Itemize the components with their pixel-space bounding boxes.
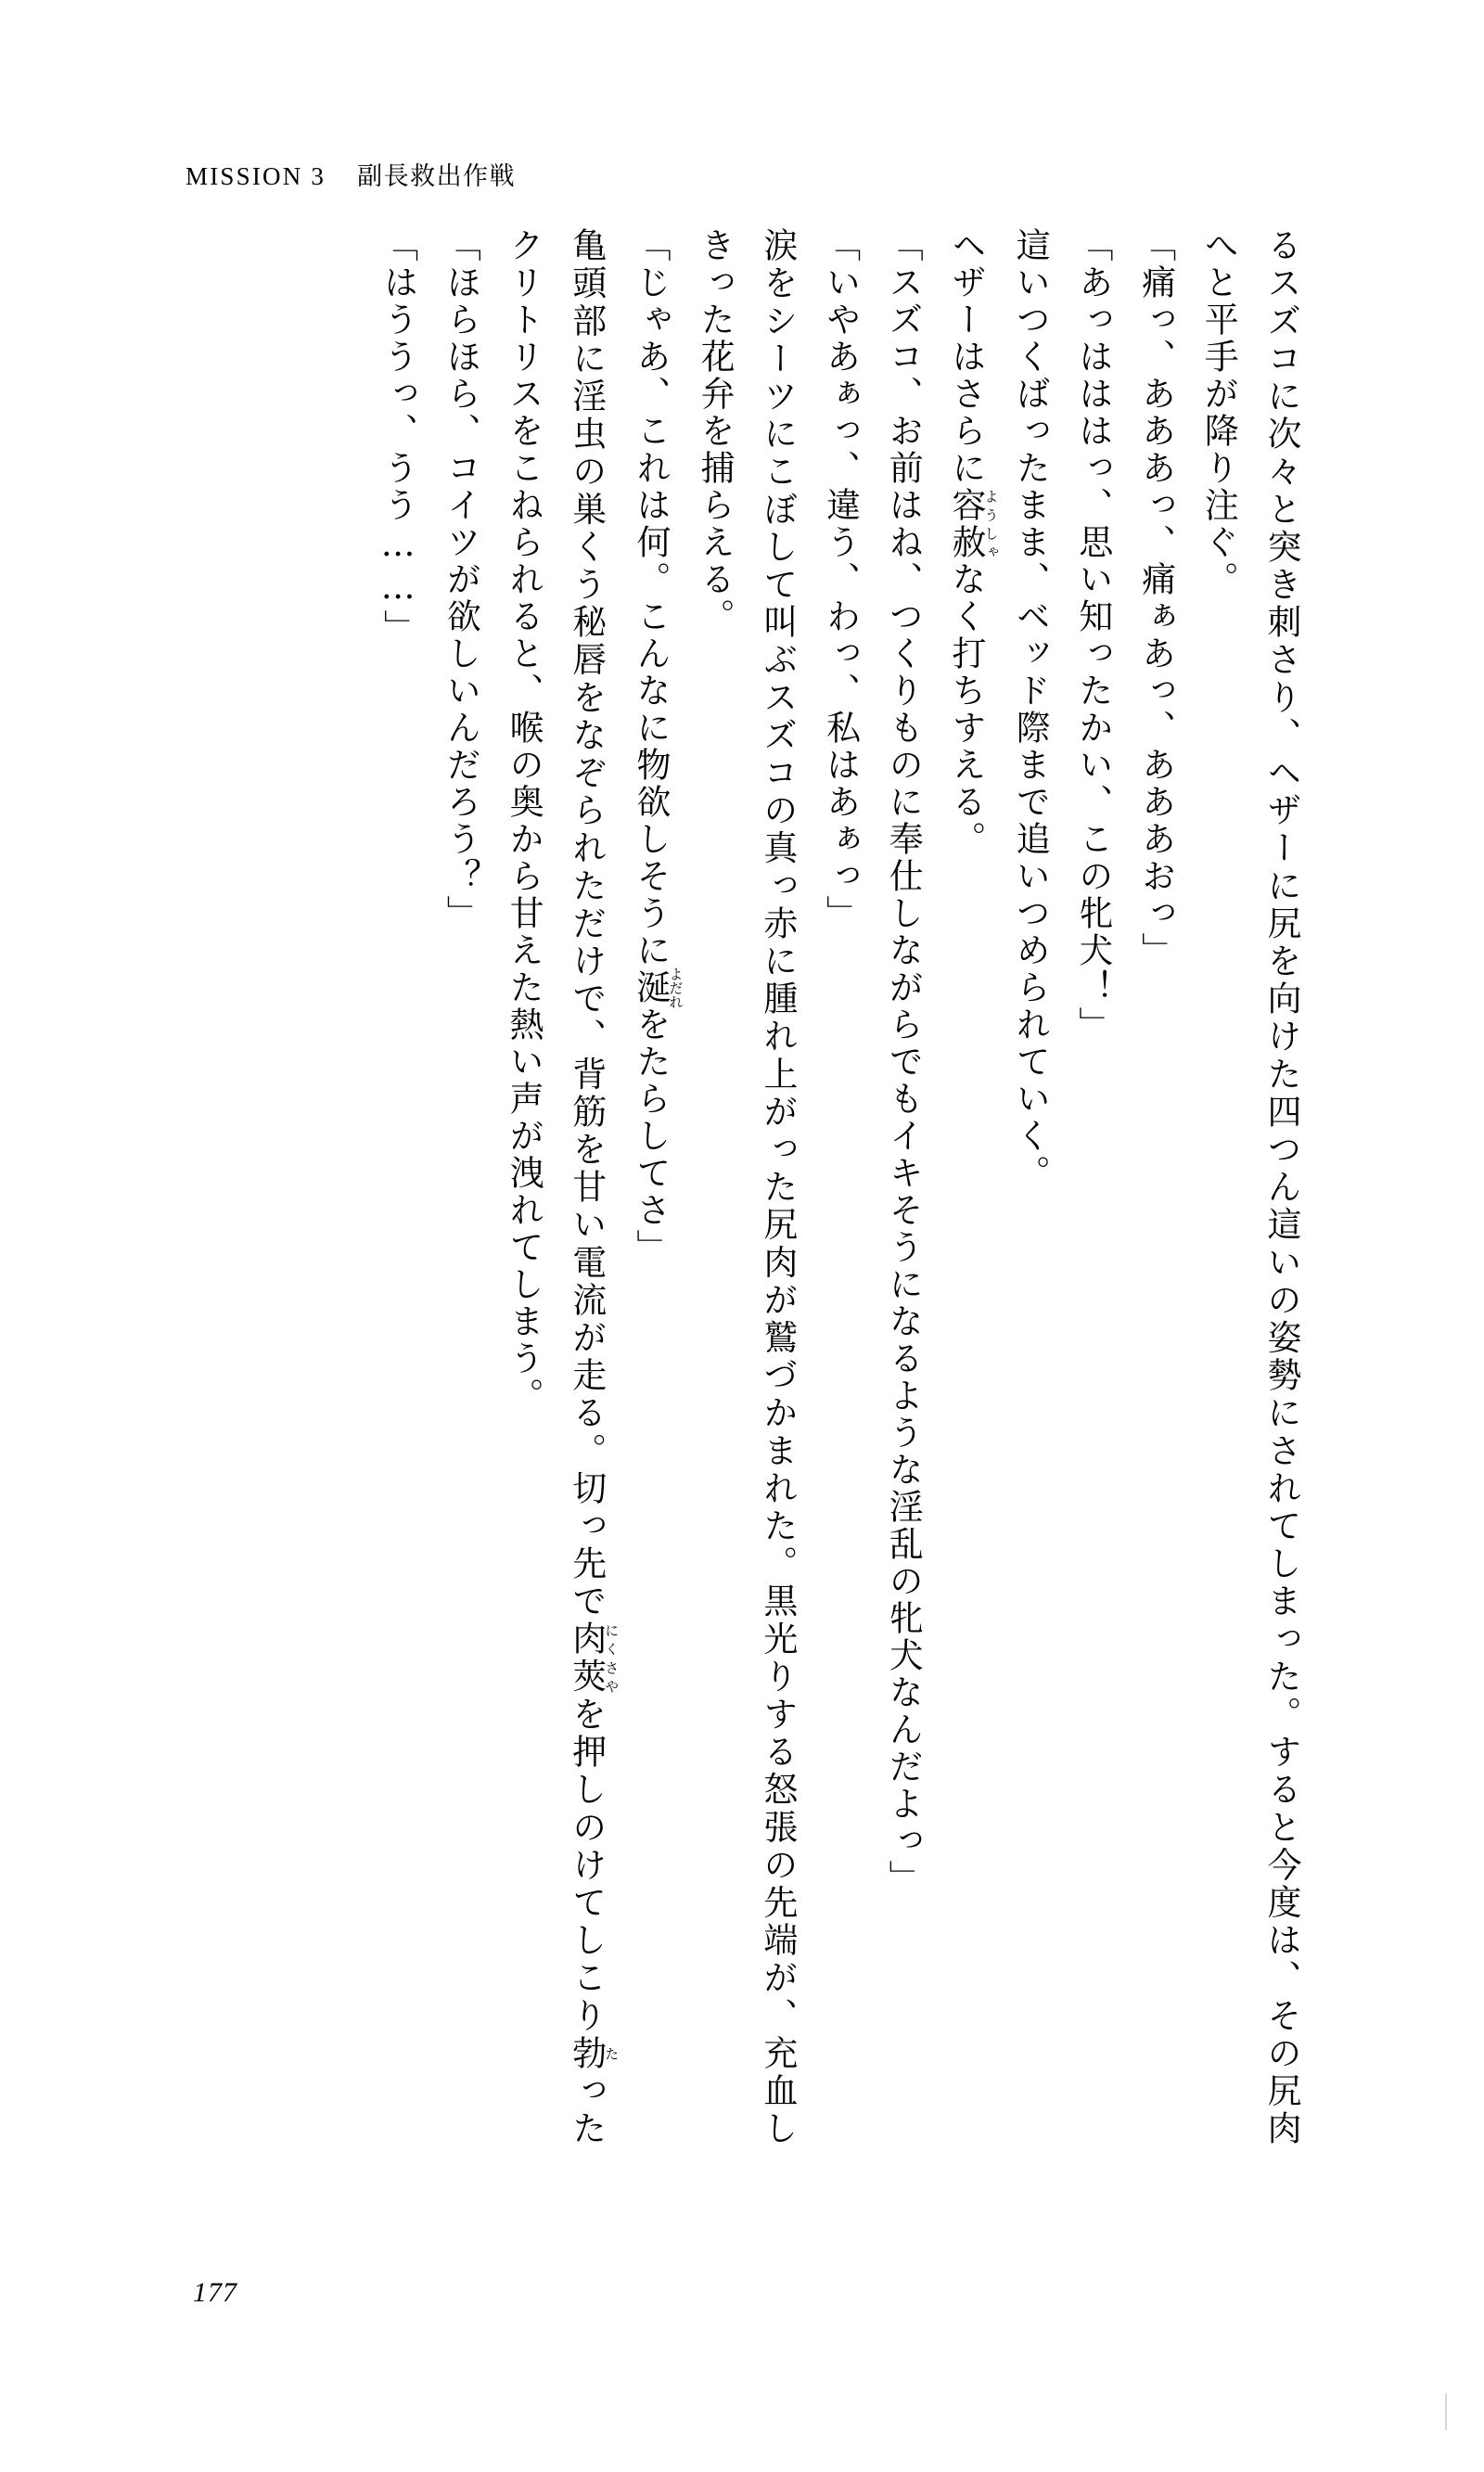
chapter-title: 副長救出作戦 (357, 162, 517, 191)
paragraph-12: 「はううっ、うう……」 (377, 227, 418, 647)
running-head (186, 156, 516, 192)
ruby-yodare: 涎よだれ (630, 967, 684, 1009)
paragraph-5: ヘザーはさらに容赦ようしゃなく打ちすえる。 (945, 227, 1000, 858)
paragraph-3: 「あっはははっ、思い知ったかい、この牝犬！」 (1072, 227, 1113, 1044)
paragraph-6: 「スズコ、お前はね、つくりものに奉仕しながらでもイキそうになるような淫乱の牝犬なんだよっ」 (883, 227, 924, 1897)
paragraph-4: 這いつくばったまま、ベッド際まで追いつめられていく。 (1010, 227, 1051, 1192)
paragraph-7: 「いやあぁっ、違う、わっ、私はあぁっ」 (820, 227, 861, 932)
paragraph-9: 「じゃあ、これは何。こんなに物欲しそうに涎よだれをたらしてさ」 (630, 227, 684, 1266)
ruby-yousha: 容赦ようしゃ (945, 487, 1000, 561)
paragraph-8: 涙をシーツにこぼして叫ぶスズコの真っ赤に腫れ上がった尻肉が鷲づかまれた。黒光りする怒張の先端が、充血しきった花弁を捕らえる。 (695, 227, 798, 2147)
paragraph-10: 亀頭部に淫虫の巣くう秘唇をなぞられただけで、背筋を甘い電流が走る。切っ先で肉莢にくさやを押しのけてしこり勃たったクリトリスをこねられると、喉の奥から甘えた熱い声が洩れてしまう。 (504, 227, 620, 2148)
mission-label: MISSION 3 (186, 162, 326, 190)
paragraph-1: るスズコに次々と突き刺さり、ヘザーに尻を向けた四つん這いの姿勢にされてしまった。すると今度は、その尻肉へと平手が降り注ぐ。 (1198, 227, 1301, 2147)
body-text-column (172, 227, 1312, 2147)
page-edge-mark (1445, 2393, 1447, 2430)
ruby-nikusaya: 肉莢にくさや (566, 1620, 620, 1697)
page-number: 177 (193, 2277, 237, 2308)
paragraph-2: 「痛っ、あああっ、痛ぁあっ、あああおっ」 (1135, 227, 1176, 969)
ruby-ta: 勃た (566, 2034, 620, 2073)
paragraph-11: 「ほらほら、コイツが欲しいんだろう？」 (441, 227, 481, 932)
